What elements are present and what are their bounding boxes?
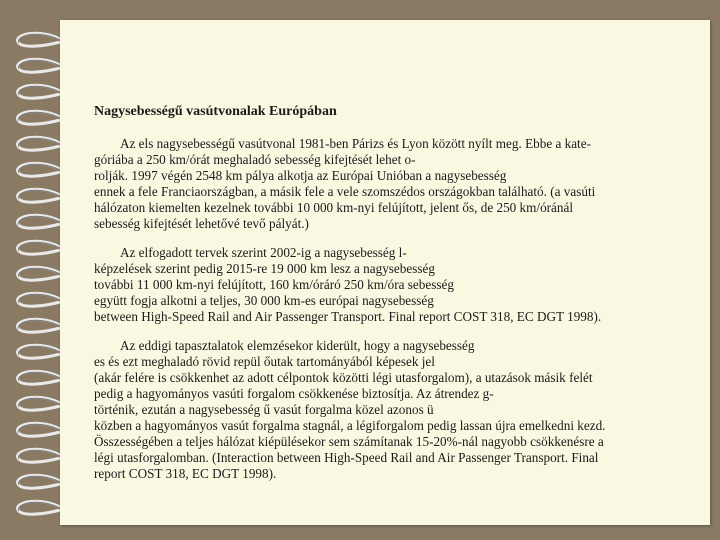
document-body — [94, 104, 694, 495]
paragraph-line: rolják. 1997 végén 2548 km pálya alkotja az Európai Unióban a nagysebesség — [94, 168, 507, 183]
paragraph-line: ennek a fele Franciaországban, a másik fele a vele szomszédos országokban található. (a vasúti — [94, 184, 596, 199]
binding-ring — [18, 215, 66, 228]
paragraph-line: sebesség kifejtését lehetővé tevő pályát.) — [94, 216, 309, 231]
document-title: Nagysebességű vasútvonalak Európában — [94, 104, 337, 119]
binding-ring — [18, 319, 66, 332]
binding-ring — [18, 345, 66, 358]
paragraph-line: együtt fogja alkotni a teljes, 30 000 km-es európai nagysebesség — [94, 293, 434, 308]
paragraph-line: es és ezt meghaladó rövid repül őutak tartományából képesek jel — [94, 354, 435, 369]
paragraph-line: (akár felére is csökkenhet az adott célpontok közötti légi utasforgalom), a utazások másik felét — [94, 370, 593, 385]
paragraph-line: hálózaton kiemelten kezelnek további 10 000 km-nyi felújított, jelent ős, de 250 km/óránál — [94, 200, 574, 215]
paragraph-line: további 11 000 km-nyi felújított, 160 km/óráró 250 km/óra sebesség — [94, 277, 454, 292]
paragraph-line: közben a hagyományos vasút forgalma stagnál, a légiforgalom pedig lassan újra emelkedni kezd. — [94, 418, 606, 433]
paragraph-line: légi utasforgalomban. (Interaction between High-Speed Rail and Air Passenger Transport. Final — [94, 450, 599, 465]
paragraph-line: Az els nagysebességű vasútvonal 1981-ben Párizs és Lyon között nyílt meg. Ebbe a kate- — [120, 136, 591, 151]
paragraph-line: report COST 318, EC DGT 1998). — [94, 466, 277, 481]
paragraph-3 — [94, 338, 694, 482]
paragraph-line: pedig a hagyományos vasúti forgalom csökkenése biztosítja. Az átrendez g- — [94, 386, 494, 401]
paragraph-line: góriába a 250 km/órát meghaladó sebesség kifejtését lehet o- — [94, 152, 416, 167]
binding-ring — [18, 137, 66, 150]
binding-ring — [18, 59, 66, 72]
paragraph-line: képzelések szerint pedig 2015-re 19 000 km lesz a nagysebesség — [94, 261, 435, 276]
binding-ring — [18, 475, 66, 488]
paragraph-line: Az elfogadott tervek szerint 2002-ig a nagysebesség l- — [120, 245, 407, 260]
binding-ring — [18, 267, 66, 280]
binding-ring — [18, 423, 66, 436]
binding-ring — [18, 501, 66, 514]
binding-ring — [18, 33, 66, 46]
binding-ring — [18, 371, 66, 384]
binding-ring — [18, 111, 66, 124]
paragraph-line: Összességében a teljes hálózat kiépülésekor sem számítanak 15-20%-nál nagyobb csökkenésre a — [94, 434, 604, 449]
binding-ring — [18, 189, 66, 202]
paragraph-2 — [94, 245, 694, 325]
binding-ring — [18, 241, 66, 254]
binding-ring — [18, 85, 66, 98]
binding-ring — [18, 163, 66, 176]
paragraph-line: történik, ezután a nagysebesség ű vasút forgalma közel azonos ü — [94, 402, 434, 417]
paragraph-line: Az eddigi tapasztalatok elemzésekor kiderült, hogy a nagysebesség — [120, 338, 475, 353]
binding-ring — [18, 397, 66, 410]
paragraph-1 — [94, 136, 694, 232]
binding-ring — [18, 449, 66, 462]
paragraph-line: between High-Speed Rail and Air Passenger Transport. Final report COST 318, EC DGT 1998). — [94, 309, 602, 324]
binding-ring — [18, 293, 66, 306]
